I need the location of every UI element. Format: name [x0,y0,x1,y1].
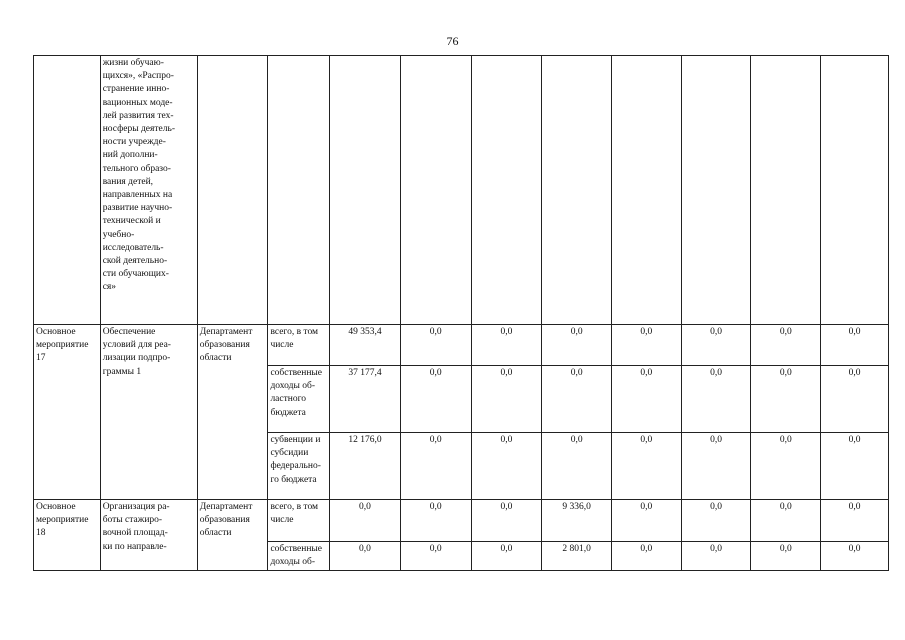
table-cell [268,56,330,325]
program-table [33,55,889,571]
value-cell: 0,0 [681,366,751,433]
measure-description: Организация ра- боты стажиро- вочной площад- ки по направле- [100,500,197,571]
value-cell: 0,0 [471,325,542,366]
value-cell: 0,0 [612,500,682,542]
value-cell: 0,0 [330,542,401,571]
funding-source: всего, в том числе [268,500,330,542]
value-cell: 0,0 [821,325,889,366]
value-cell: 0,0 [821,542,889,571]
value-cell: 0,0 [751,542,821,571]
value-cell: 2 801,0 [542,542,612,571]
value-cell: 0,0 [751,366,821,433]
measure-label: Основное мероприятие 18 [34,500,101,571]
table-row [34,56,889,325]
value-cell: 0,0 [471,500,542,542]
table-cell [681,56,751,325]
value-cell: 0,0 [681,433,751,500]
table-cell [197,56,268,325]
value-cell: 12 176,0 [330,433,401,500]
value-cell: 0,0 [751,433,821,500]
value-cell: 0,0 [681,325,751,366]
value-cell: 0,0 [821,433,889,500]
value-cell: 0,0 [821,500,889,542]
value-cell: 0,0 [681,500,751,542]
table-cell [612,56,682,325]
table-cell [471,56,542,325]
value-cell: 0,0 [751,500,821,542]
value-cell: 0,0 [400,500,471,542]
value-cell: 0,0 [821,366,889,433]
table-row [34,325,889,366]
funding-source: всего, в том числе [268,325,330,366]
measure-description: Обеспечение условий для реа- лизации подпро- граммы 1 [100,325,197,500]
measure-executor: Департамент образования области [197,325,268,500]
table-cell [330,56,401,325]
value-cell: 0,0 [400,433,471,500]
value-cell: 49 353,4 [330,325,401,366]
measure-executor: Департамент образования области [197,500,268,571]
value-cell: 37 177,4 [330,366,401,433]
funding-source: собственные доходы об- [268,542,330,571]
table-cell [34,56,101,325]
value-cell: 0,0 [400,542,471,571]
table-cell [821,56,889,325]
table-row [34,500,889,542]
value-cell: 0,0 [612,542,682,571]
value-cell: 0,0 [542,433,612,500]
measure-description-continued: жизни обучаю- щихся», «Распро- странение инно- вационных моде- лей развития тех- носферы деятель- ности учрежде- ний дополни- тельного образо- вания детей, направленных на развитие научно- технической и учебно- исследователь- ской деятельно- сти обучающих- ся» [100,56,197,325]
table-cell [400,56,471,325]
value-cell: 0,0 [471,433,542,500]
table-cell [542,56,612,325]
value-cell: 0,0 [400,366,471,433]
funding-source: субвенции и субсидии федерально- го бюджета [268,433,330,500]
funding-source: собственные доходы об- ластного бюджета [268,366,330,433]
value-cell: 0,0 [542,366,612,433]
value-cell: 0,0 [400,325,471,366]
value-cell: 0,0 [471,542,542,571]
page-number: 76 [446,34,459,48]
measure-label: Основное мероприятие 17 [34,325,101,500]
value-cell: 0,0 [681,542,751,571]
value-cell: 9 336,0 [542,500,612,542]
value-cell: 0,0 [612,325,682,366]
value-cell: 0,0 [751,325,821,366]
value-cell: 0,0 [612,366,682,433]
table-cell [751,56,821,325]
value-cell: 0,0 [330,500,401,542]
value-cell: 0,0 [471,366,542,433]
value-cell: 0,0 [542,325,612,366]
value-cell: 0,0 [612,433,682,500]
